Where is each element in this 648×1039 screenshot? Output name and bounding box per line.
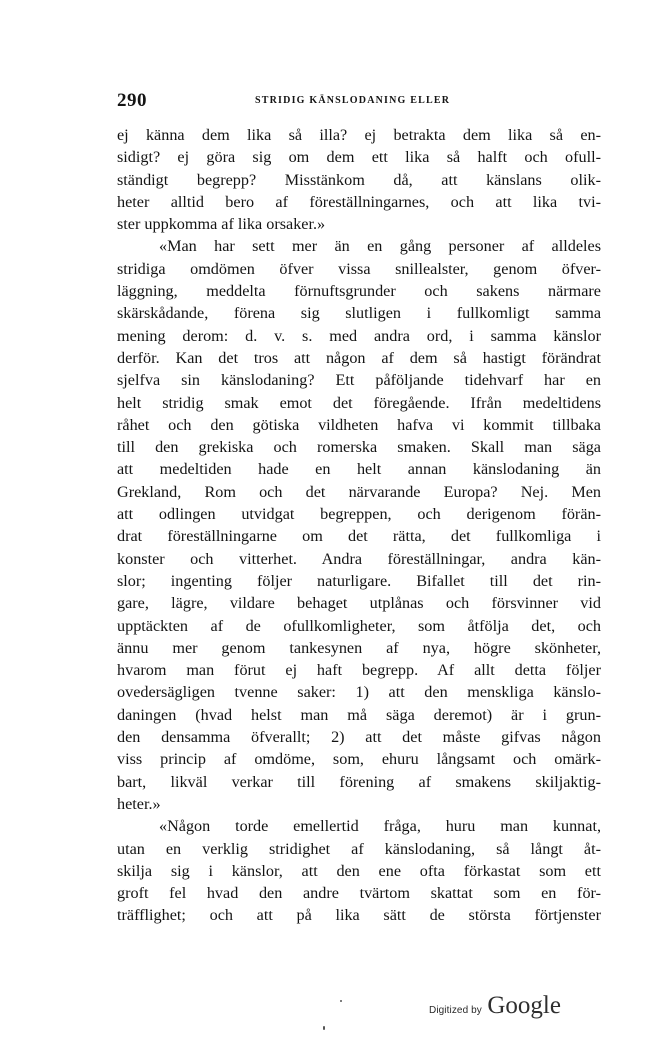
text-line: råhet och den götiska vildheten hafva vi kommit tillbaka (117, 415, 601, 434)
scan-speck (340, 1000, 342, 1002)
text-line: upptäckten af de ofullkomligheter, som åtfölja det, och (117, 616, 601, 635)
text-line: heter.» (117, 794, 161, 813)
text-line: helt stridig smak emot det föregående. Ifrån medeltidens (117, 393, 601, 412)
text-line: skilja sig i känslor, att den ene ofta förkastat som ett (117, 861, 601, 880)
text-line: drat föreställningarne om det rätta, det fullkomliga i (117, 527, 601, 546)
text-line: att odlingen utvidgat begreppen, och derigenom förän- (117, 505, 601, 524)
text-line: att medeltiden hade en helt annan känslodaning än (117, 460, 601, 479)
digitized-label: Digitized by (429, 1005, 482, 1016)
text-line: stridiga omdömen öfver vissa snillealster, genom öfver- (117, 259, 601, 278)
page-number: 290 (117, 90, 147, 111)
text-line: konster och vitterhet. Andra föreställningar, andra kän- (117, 549, 601, 568)
text-line: heter alltid bero af föreställningarnes, och att lika tvi- (117, 192, 601, 211)
text-line: sidigt? ej göra sig om dem ett lika så halft och ofull- (117, 148, 601, 167)
text-line: ej känna dem lika så illa? ej betrakta dem lika så en- (117, 126, 601, 144)
google-logo: Google (487, 992, 561, 1019)
text-line: derför. Kan det tros att någon af dem så hastigt förändrat (117, 348, 601, 367)
text-line: hvarom man förut ej haft begrepp. Af allt detta följer (117, 661, 601, 680)
text-line: utan en verklig stridighet af känslodaning, så långt åt- (117, 839, 601, 858)
running-head: STRIDIG KÄNSLODANING ELLER (255, 95, 451, 106)
text-line: «Någon torde emellertid fråga, huru man kunnat, (159, 817, 601, 836)
text-line: ovedersägligen tvenne saker: 1) att den menskliga känslo- (117, 683, 601, 702)
text-line: groft fel hvad den andre tvärtom skattat som en för- (117, 884, 601, 903)
text-line: skärskådande, förena sig slutligen i fullkomligt samma (117, 304, 601, 323)
text-line: träfflighet; och att på lika sätt de största förtjenster (117, 906, 601, 925)
digitized-by-google-watermark (429, 992, 561, 1020)
text-line: bart, likväl verkar till förening af smakens skiljaktig- (117, 772, 601, 791)
text-line: «Man har sett mer än en gång personer af alldeles (159, 237, 601, 256)
text-line: gare, lägre, vildare behaget utplånas och försvinner vid (117, 594, 601, 613)
text-line: mening derom: d. v. s. med andra ord, i samma känslor (117, 326, 601, 345)
text-line: ster uppkomma af lika orsaker.» (117, 215, 326, 234)
text-line: läggning, meddelta förnuftsgrunder och sakens närmare (117, 282, 601, 301)
text-line: Grekland, Rom och det närvarande Europa? Nej. Men (117, 482, 601, 501)
text-line: slor; ingenting följer naturligare. Bifallet till det rin- (117, 571, 601, 590)
text-line: ständigt begrepp? Misstänkom då, att känslans olik- (117, 170, 601, 189)
text-line: viss princip af omdöme, som, ehuru långsamt och omärk- (117, 750, 601, 769)
scan-speck (323, 1026, 325, 1030)
body-text (117, 124, 601, 927)
text-line: sjelfva sin känslodaning? Ett påföljande tidehvarf har en (117, 371, 601, 390)
text-line: den densamma öfverallt; 2) att det måste gifvas någon (117, 728, 601, 747)
text-line: ännu mer genom tankesynen af nya, högre skönheter, (117, 638, 601, 657)
text-line: daningen (hvad helst man må säga deremot) är i grun- (117, 705, 601, 724)
text-line: till den grekiska och romerska smaken. Skall man säga (117, 438, 601, 457)
